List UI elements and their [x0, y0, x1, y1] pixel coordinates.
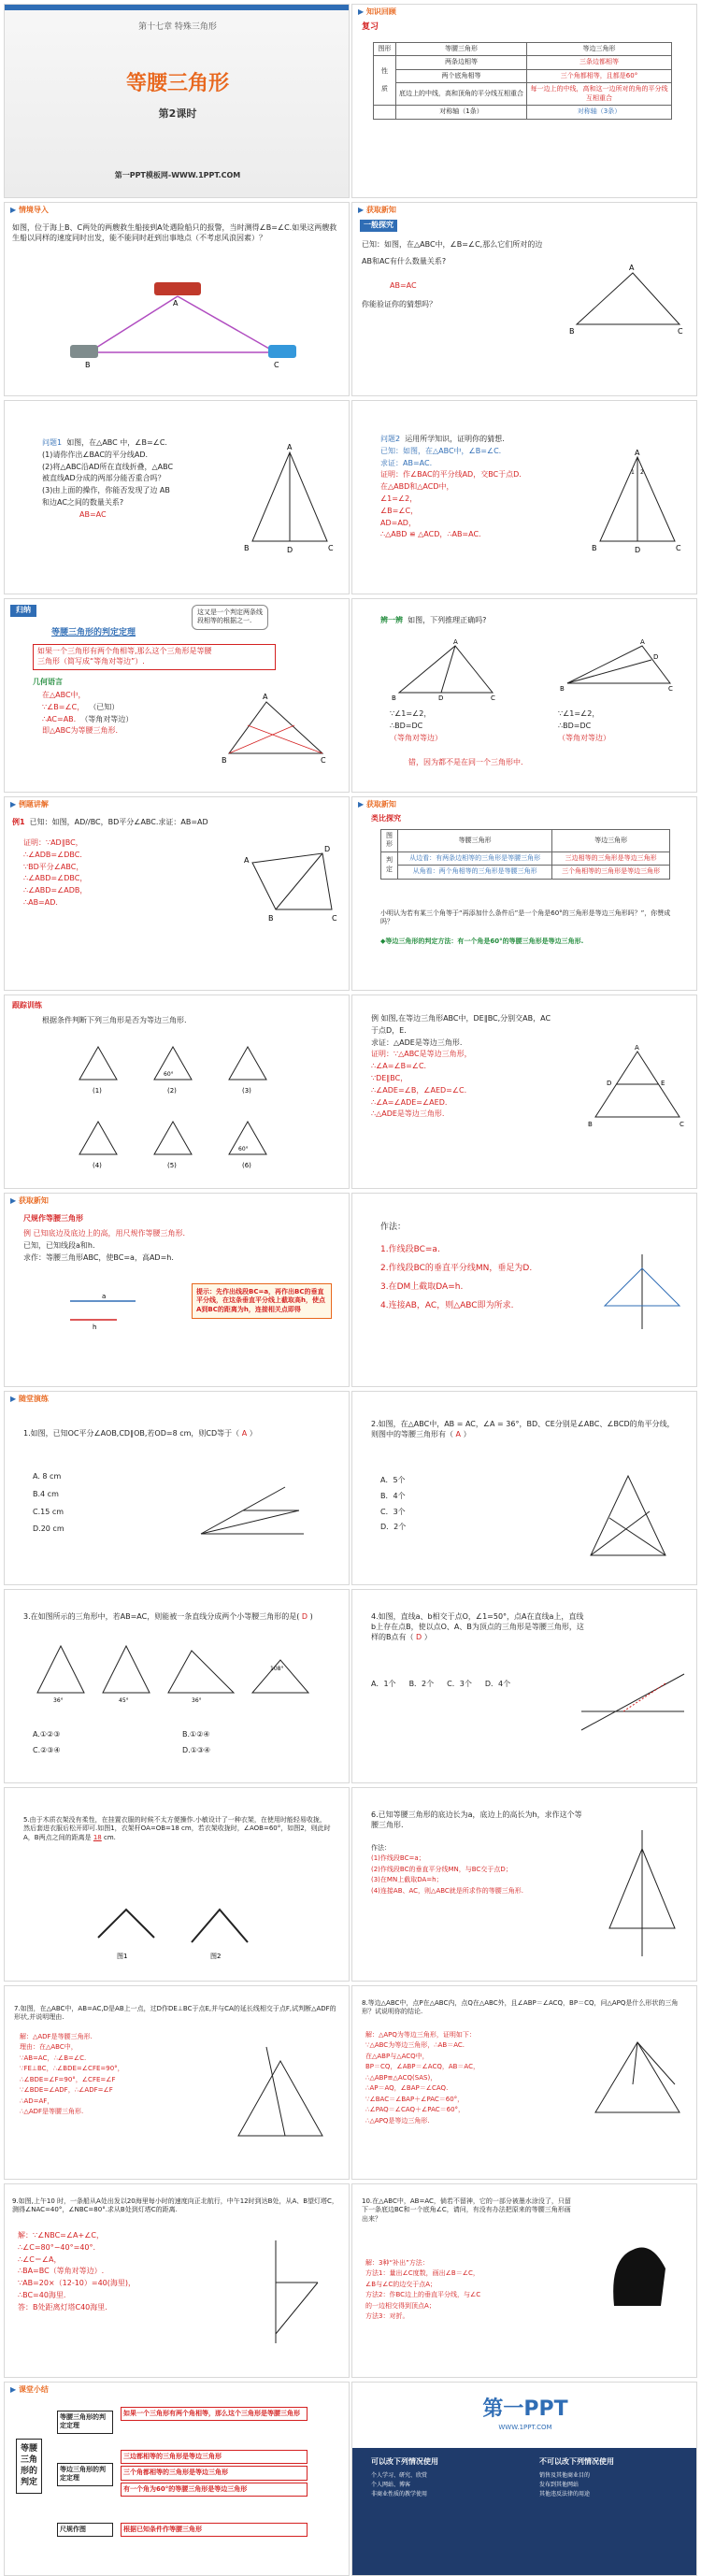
right-reasoning: ∵∠1=∠2， ∴BD=DC （等角对等边） — [558, 709, 610, 742]
ship-figure — [238, 2231, 332, 2353]
example-block: 例 如图,在等边三角形ABC中，DE∥BC,分别交AB，AC 于点D，E. 求证：△ADE是等边三角形. 证明：∵△ABC是等边三角形， ∴∠A=∠B=∠C. ∵DE∥BC， ∴∠ADE=∠B，∠AED=∠C. ∴∠A=∠ADE=∠AED. ∴△ADE是等边三角形. — [371, 1014, 551, 1119]
svg-text:h: h — [93, 1324, 97, 1331]
slide-exercise9 — [4, 2183, 350, 2378]
triangle-figure — [229, 2042, 332, 2154]
step-3b: 和边AC之间的数量关系? — [42, 497, 124, 507]
branch-3-text: 根据已知条件作等腰三角形 — [121, 2523, 308, 2537]
ask-text: 你能验证你的猜想吗？ — [362, 300, 436, 308]
brand-logo: 第一PPT — [482, 2397, 568, 2421]
svg-text:a: a — [102, 1293, 107, 1300]
triangle-figure — [238, 438, 341, 560]
svg-text:D: D — [324, 845, 331, 853]
table-cell: 对称轴（3条） — [527, 106, 672, 119]
intro-text: 如图，位于海上B、C两处的两艘救生船接到A处遇险船只的报警，当时测得∠B=∠C.如果这两艘救生船以同样的速度同时出发，能不能同时赶到出事地点（不考虑风浪因素）？ — [12, 223, 337, 242]
sub-title: 类比探究 — [371, 814, 401, 823]
step-2: (2)将△ABC沿AD所在直线折叠，△ABC — [42, 462, 174, 471]
step-2b: 被直线AD分成的两部分能否重合吗？ — [42, 474, 165, 483]
svg-text:C: C — [332, 914, 337, 923]
svg-text:A: A — [635, 1044, 639, 1052]
question-text: 10.在△ABC中，AB=AC，倘若不留神，它的一部分被墨水涂没了，只留下一条底边BC和一个底角∠C，请问，有没有办法把原来的等腰三角形画出来？ — [362, 2197, 571, 2223]
answer-text: AB=AC — [79, 509, 107, 519]
segment-figure — [61, 1287, 154, 1334]
proof-block — [380, 435, 586, 542]
lines-figure — [577, 1655, 689, 1749]
left-figure — [390, 637, 502, 702]
theorem-title: 等腰三角形的判定定理 — [51, 628, 136, 637]
triangle-figure — [586, 448, 689, 560]
svg-text:图2: 图2 — [210, 1953, 222, 1960]
section-tag: ▶ 情境导入 — [10, 206, 49, 216]
label-c: C — [678, 327, 683, 336]
left-heading: 可以改下列情况使用 — [371, 2457, 438, 2466]
geo-language-title: 几何语言 — [33, 678, 63, 686]
svg-text:B: B — [392, 694, 396, 702]
steps-title: 作法： — [380, 1223, 407, 1232]
table-header: 图形 — [374, 43, 396, 56]
proof-block: 证明：∵AD∥BC， ∴∠ADB=∠DBC. ∵BD平分∠ABC， ∴∠ABD=∠DBC， ∴∠ABD=∠ADB， ∴AB=AD. — [23, 838, 88, 907]
instruction-text: 根据条件判断下列三角形是否为等边三角形. — [42, 1016, 187, 1024]
svg-text:(3): (3) — [242, 1087, 251, 1095]
slide-copyright — [351, 2382, 697, 2576]
chapter-label: 第十七章 特殊三角形 — [138, 22, 217, 32]
slide-exercise6 — [351, 1787, 697, 1982]
label-d: D — [635, 546, 641, 554]
right-list: 销售及其他商业目的 发布到其他网站 其他违反法律的用途 — [539, 2472, 591, 2498]
svg-text:36°: 36° — [53, 1697, 64, 1704]
question-text: 5.由于木质衣架没有柔性，在挂置衣服的时候不太方便操作.小敏设计了一种衣架，在使用时能轻易收拢，然后套进衣服后松开即可.如图1，衣架杆OA=OB=18 cm，若衣架收拢时，∠AOB=60°，如图2，则此时A，B两点之间的距离是 18 cm. — [23, 1816, 331, 1841]
label-a: A — [287, 443, 293, 451]
steps-list: 1.作线段BC=a. 2.作线段BC的垂直平分线MN，垂足为D. 3.在DM上截取DA=h. 4.连接AB，AC，则△ABC即为所求. — [380, 1245, 533, 1311]
page-title: 等腰三角形 — [125, 72, 229, 95]
options: A.①②③ B.①②④ C.②③④ D.①③④ — [33, 1730, 211, 1754]
slide-example1 — [4, 796, 350, 991]
svg-text:(4): (4) — [93, 1162, 102, 1169]
construction-figure — [595, 1825, 689, 1966]
question-text: 如图，在△ABC 中，∠B=∠C. — [66, 438, 167, 447]
hanger-figure — [79, 1891, 266, 1966]
right-figure — [558, 637, 680, 702]
prove-text: 求证：AB=AC. — [380, 458, 433, 467]
left-list: 个人学习、研究、欣赏 个人网站、博客 非商业性质的教学使用 — [371, 2472, 428, 2498]
table-cell: 每一边上的中线，高和这一边所对的角的平分线互相重合 — [527, 83, 672, 106]
label-d: D — [287, 546, 293, 554]
example-text: 例1 已知：如图，AD//BC，BD平分∠ABC.求证：AB=AD — [12, 818, 208, 826]
triangle-figure — [220, 688, 332, 772]
question-text: 1.如图，已知OC平分∠AOB,CD∥OB,若OD=8 cm，则CD等于（ A ） — [23, 1429, 257, 1438]
label-c: C — [328, 544, 334, 552]
sub-title: 复习 — [362, 22, 379, 32]
svg-text:60°: 60° — [238, 1146, 249, 1152]
svg-text:B: B — [560, 685, 565, 693]
slide-question2 — [351, 400, 697, 594]
slide-practice — [4, 995, 350, 1189]
svg-text:C: C — [491, 694, 495, 702]
solution-block: 解：△ADF是等腰三角形. 理由：在△ABC中， ∵AB=AC，∴∠B=∠C. ∵FE⊥BC，∴∠BDE=∠CFE=90°， ∴∠BDE=∠F=90°，∠CFE=∠F ∵∠BDE=∠ADF，∴∠ADF=∠F ∴AD=AF， ∴△ADF是等腰三角形. — [20, 2033, 124, 2116]
section-tag: ▶ 课堂小结 — [10, 2385, 49, 2396]
table-cell: 对称轴（1条） — [396, 106, 527, 119]
svg-text:D: D — [438, 694, 444, 702]
svg-text:B: B — [268, 914, 274, 923]
given-text: 已知：如图，在△ABC中，∠B=∠C,那么它们所对的边 — [362, 240, 543, 249]
answer-text: AB=AC — [390, 281, 417, 290]
label-c: C — [676, 544, 681, 552]
svg-text:(2): (2) — [167, 1087, 177, 1095]
section-tag: ▶ 获取新知 — [358, 206, 396, 216]
row-label: 性 质 — [374, 56, 396, 106]
branch-2: 等边三角形的判定定理 — [57, 2463, 113, 2486]
svg-text:A: A — [244, 856, 250, 865]
svg-text:D: D — [653, 653, 659, 661]
svg-text:60°: 60° — [164, 1071, 174, 1078]
error-note: 错，因为都不是在同一个三角形中. — [408, 758, 523, 766]
question-text: 2.如图，在△ABC中，AB = AC，∠A = 36°，BD、CE分别是∠ABC、∠BCD的角平分线，则图中的等腰三角形有（ A ） — [371, 1420, 675, 1438]
question-text: 8.等边△ABC中，点P在△ABC内，点Q在△ABC外，且∠ABP＝∠ACQ，BP＝CQ，问△APQ是什么形状的三角形？试说明你的结论. — [362, 1999, 679, 2016]
judge-table: 图形 等腰三角形 等边三角形 判 定 从边看：有两条边相等的三角形是等腰三角形 三边相等的三角形是等边三角形 从角看：两个角相等的三角形是等腰三角形 三个角相等的三角形是等边三角形 — [380, 829, 670, 880]
section-tag: ▶ 获取新知 — [10, 1196, 49, 1207]
svg-text:B: B — [588, 1121, 593, 1128]
section-tag: ▶ 随堂演练 — [10, 1395, 49, 1405]
triangle-figure — [567, 259, 689, 343]
top-band — [5, 5, 350, 10]
triangles-grid — [70, 1033, 285, 1182]
question-text: 4.如图，直线a、b相交于点O，∠1=50°，点A在直线a上，直线b上存在点B，使以点O、A、B为顶点的三角形是等腰三角形，这样的B点有（ D ） — [371, 1612, 584, 1641]
solution-block: 解：△APQ为等边三角形，证明如下： ∵△ABC为等边三角形，∴AB＝AC. 在△ABP与△ACQ中， BP＝CQ，∠ABP＝∠ACQ，AB＝AC， ∴△ABP≌△ACQ(SAS)， ∴AP＝AQ，∠BAP＝∠CAQ. ∵∠BAC＝∠BAP＋∠PAC＝60°， ∴∠PAQ＝∠CAQ＋∠PAC＝60°， ∴△APQ是等边三角形. — [365, 2031, 479, 2125]
theorem-text: ◆等边三角形的判定方法：有一个角是60°的等腰三角形是等边三角形. — [380, 937, 584, 945]
slide-title — [4, 4, 350, 198]
triangle-figure — [586, 2033, 689, 2126]
angle-2: 2 — [640, 469, 644, 476]
slide-explore — [351, 202, 697, 396]
proof-line: ∠1=∠2， — [380, 494, 418, 503]
table-header: 等边三角形 — [527, 43, 672, 56]
theorem-box: 如果一个三角形有两个角相等,那么这个三角形是等腰 三角形（简写成“等角对等边”）. — [33, 644, 276, 670]
brand-url: WWW.1PPT.COM — [498, 2423, 552, 2431]
svg-text:C: C — [680, 1121, 684, 1128]
svg-text:C: C — [668, 685, 673, 693]
label-c: C — [274, 361, 279, 369]
label-b: B — [244, 544, 250, 552]
proof-line: ∠B=∠C， — [380, 506, 419, 515]
slide-judge — [351, 598, 697, 793]
table-cell: 三条边都相等 — [527, 56, 672, 69]
svg-text:(5): (5) — [167, 1162, 177, 1169]
angle-figure — [192, 1478, 313, 1543]
table-cell: 两条边相等 — [396, 56, 527, 69]
section-tag: ▶ 知识回顾 — [358, 7, 396, 18]
judge-title: 辨一辨 如图，下列推理正确吗? — [380, 616, 487, 624]
svg-text:A: A — [453, 638, 458, 646]
options: A．5个 B．4个 C．3个 D．2个 — [380, 1476, 407, 1532]
triangle-figure — [586, 1042, 689, 1136]
options: A. 8 cm B.4 cm C.15 cm D.20 cm — [33, 1472, 64, 1534]
sub-title: 一般探究 — [360, 220, 397, 232]
question-label: 问题2 — [380, 435, 401, 443]
slide-exercise10 — [351, 2183, 697, 2378]
svg-text:图1: 图1 — [117, 1953, 128, 1960]
slide-construction — [4, 1193, 350, 1387]
proof-line: 在△ABD和△ACD中， — [380, 482, 454, 492]
sub-title: 尺规作等腰三角形 — [23, 1214, 83, 1223]
section-tag: ▶ 获取新知 — [358, 800, 396, 810]
label-b: B — [592, 544, 597, 552]
branch-2-list: 三边都相等的三角形是等边三角形 三个角都相等的三角形是等边三角形 有一个角为60°的等腰三角形是等边三角形 — [121, 2450, 308, 2497]
section-tag: 跟踪训练 — [12, 1001, 42, 1009]
site-label: 第一PPT模板网-WWW.1PPT.COM — [114, 171, 241, 179]
angle-1: 1 — [631, 469, 635, 476]
label-a: A — [173, 299, 179, 308]
slide-exercise4 — [351, 1589, 697, 1783]
label-b: B — [569, 327, 575, 336]
table-cell: 三个角都相等，且都是60° — [527, 69, 672, 82]
slide-exercise7 — [4, 1985, 350, 2180]
solution-block: 解：3种“补出”方法： 方法1：量出∠C度数，画出∠B＝∠C， ∠B与∠C的边交于点A； 方法2：作BC边上的垂直平分线，与∠C 的一边相交得到顶点A； 方法3：对折。 — [365, 2259, 481, 2321]
table-cell: 两个底角相等 — [396, 69, 527, 82]
slide-exercise8 — [351, 1985, 697, 2180]
svg-text:(1): (1) — [93, 1087, 102, 1095]
question-text: AB和AC有什么数量关系? — [362, 257, 447, 265]
trapezoid-figure — [238, 835, 341, 928]
proof-line: 证明：作∠BAC的平分线AD，交BC于点D. — [380, 470, 522, 479]
question-text: 3.在如图所示的三角形中，若AB=AC，则能被一条直线分成两个小等腰三角形的是( D ) — [23, 1612, 313, 1621]
label-c: C — [321, 756, 326, 765]
triangles-row — [33, 1637, 313, 1711]
slide-intro — [4, 202, 350, 396]
step-1: (1)请你作出∠BAC的平分线AD. — [42, 450, 149, 459]
slide-analogy — [351, 796, 697, 991]
label-a: A — [263, 693, 268, 701]
proof-line: AD=AD， — [380, 518, 416, 527]
solution-block: 解：∵∠NBC=∠A+∠C， ∴∠C=80°−40°=40°. ∴∠C＝∠A， ∴BA=BC（等角对等边）. ∵AB=20×（12-10）=40(海里)， ∴BC=40海里. 答：B处距离灯塔C40海里. — [18, 2231, 136, 2311]
speech-bubble: 这又是一个判定两条线 段相等的根据之一. — [192, 605, 268, 630]
section-tag: ▶ 例题讲解 — [10, 800, 49, 810]
slide-summary — [4, 2382, 350, 2576]
slide-exercise1 — [4, 1391, 350, 1585]
svg-text:(6): (6) — [242, 1162, 251, 1169]
table-header: 等腰三角形 — [396, 43, 527, 56]
given-text: 已知：如图，在△ABC中，∠B=∠C. — [380, 446, 502, 455]
left-reasoning: ∵∠1=∠2， ∴BD=DC （等角对等边） — [390, 709, 442, 742]
svg-text:45°: 45° — [119, 1697, 129, 1704]
ship-diagram — [61, 278, 304, 390]
step-3: (3)由上面的操作，你能否发现了边 AB — [42, 486, 170, 495]
steps-list: 作法： (1)作线段BC=a； (2)作线段BC的垂直平分线MN，与BC交于点D； (3)在MN上截取DA=h； (4)连接AB、AC，则△ABC就是所求作的等腰三角形. — [371, 1844, 524, 1895]
label-b: B — [85, 361, 91, 369]
review-table — [373, 42, 672, 120]
construction-text: 例 已知底边及底边上的高，用尺规作等腰三角形. 已知，已知线段a和h. 求作：等腰三角形ABC，使BC=a，高AD=h. — [23, 1229, 186, 1262]
lesson-label: 第2课时 — [158, 107, 197, 120]
ink-figure — [595, 2231, 680, 2325]
label-a: A — [629, 264, 635, 272]
question-label: 问题1 — [42, 438, 63, 447]
question-text: 运用所学知识，证明你的猜想. — [405, 435, 505, 443]
svg-text:A: A — [640, 638, 645, 646]
brand-area — [352, 2383, 697, 2448]
section-tag: 归纳 — [10, 605, 36, 617]
geo-language-block: 在△ABC中， ∵∠B=∠C， （已知） ∴AC=AB. （等角对等边） 即△ABC为等腰三角形. — [42, 691, 134, 736]
branch-3: 尺规作图 — [57, 2523, 113, 2537]
question-text: 7.如图，在△ABC中，AB=AC,D是AB上一点，过D作DE⊥BC于点E,并与CA的延长线相交于点F,试判断△ADF的形状,并说明理由. — [14, 2005, 336, 2022]
slide-exercise5 — [4, 1787, 350, 1982]
branch-1-text: 如果一个三角形有两个角相等，那么这个三角形是等腰三角形 — [121, 2407, 308, 2421]
slide-example2 — [351, 995, 697, 1189]
svg-text:E: E — [661, 1080, 665, 1087]
construction-figure — [595, 1250, 689, 1334]
slide-question1 — [4, 400, 350, 594]
label-a: A — [635, 449, 640, 457]
options: A．1个 B．2个 C．3个 D．4个 — [371, 1680, 511, 1688]
label-b: B — [222, 756, 227, 765]
right-heading: 不可以改下列情况使用 — [539, 2457, 614, 2466]
question-text: 6.已知等腰三角形的底边长为a，底边上的高长为h，求作这个等腰三角形. — [371, 1810, 582, 1829]
summary-main: 等腰三角形的判定 — [16, 2439, 42, 2494]
branch-1: 等腰三角形的判定定理 — [57, 2411, 113, 2434]
svg-text:108°: 108° — [270, 1666, 284, 1672]
table-cell: 底边上的中线，高和顶角的平分线互相重合 — [396, 83, 527, 106]
svg-text:36°: 36° — [192, 1697, 202, 1704]
svg-text:D: D — [607, 1080, 612, 1087]
question1-block — [42, 438, 257, 522]
triangle-figure — [577, 1467, 680, 1569]
slide-exercise3 — [4, 1589, 350, 1783]
slide-steps — [351, 1193, 697, 1387]
question-text: 9.如图,上午10 时，一条船从A处出发以20海里每小时的速度向正北航行，中午12时到达B处，从A、B望灯塔C，测得∠NAC=40°，∠NBC=80°.求从B处到灯塔C的距离. — [12, 2197, 338, 2214]
slide-review — [351, 4, 697, 198]
hint-box: 提示：先作出线段BC=a，再作出BC的垂直平分线，在这条垂直平分线上截取高h，使点A到BC的距离为h，连接相关点即得 — [192, 1283, 332, 1319]
slide-exercise2 — [351, 1391, 697, 1585]
slide-summary-theorem — [4, 598, 350, 793]
proof-line: ∴△ABD ≌ △ACD，∴AB=AC. — [380, 530, 481, 539]
question-text: 小明认为若有某三个角等于“再添加什么条件后”是一个角是60°的三角形是等边三角形吗？”，你赞成吗？ — [380, 909, 671, 926]
